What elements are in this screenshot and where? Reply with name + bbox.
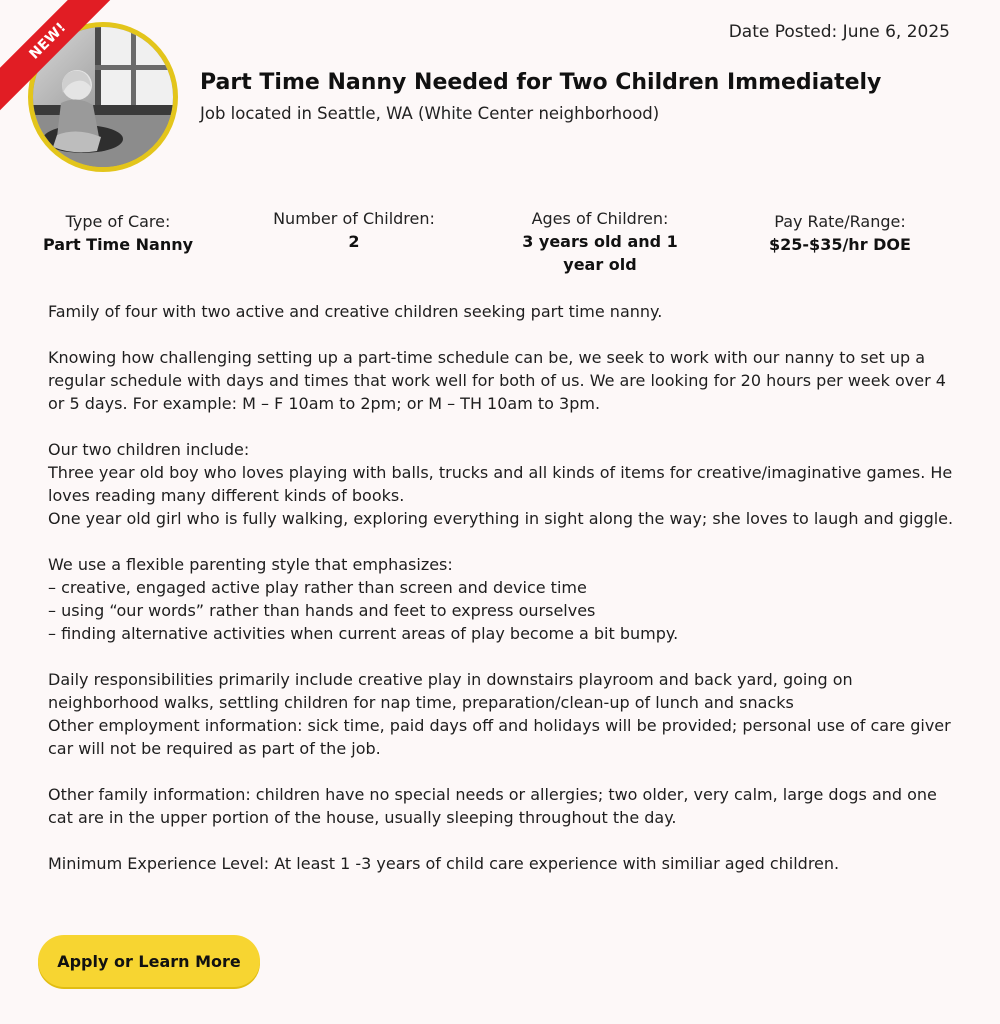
job-description — [48, 300, 958, 898]
description-children — [48, 438, 958, 530]
child-girl: One year old girl who is fully walking, exploring everything in sight along the way; she loves to laugh and giggle. — [48, 509, 954, 528]
description-parenting — [48, 553, 958, 645]
number-of-children-value: 2 — [348, 232, 360, 251]
parenting-item: – using “our words” rather than hands and feet to express ourselves — [48, 601, 596, 620]
description-family-info: Other family information: children have no special needs or allergies; two older, very calm, large dogs and one cat are in the upper portion of the house, usually sleeping throughout the day. — [48, 785, 937, 827]
employment-text: Other employment information: sick time, paid days off and holidays will be provided; personal use of care giver car will not be required as part of the job. — [48, 716, 951, 758]
date-posted: Date Posted: June 6, 2025 — [728, 22, 950, 42]
children-heading: Our two children include: — [48, 440, 250, 459]
pay-rate — [750, 210, 930, 256]
parenting-item: – creative, engaged active play rather than screen and device time — [48, 578, 587, 597]
pay-rate-value: $25-$35/hr DOE — [769, 235, 911, 254]
job-location: Job located in Seattle, WA (White Center neighborhood) — [200, 104, 660, 123]
pay-rate-label: Pay Rate/Range: — [774, 212, 906, 231]
new-badge-container — [0, 0, 130, 130]
description-responsibilities — [48, 668, 958, 760]
number-of-children — [254, 207, 454, 253]
ages-of-children-label: Ages of Children: — [531, 209, 669, 228]
child-boy: Three year old boy who loves playing with balls, trucks and all kinds of items for creative/imaginative games. He loves reading many different kinds of books. — [48, 463, 953, 505]
job-title: Part Time Nanny Needed for Two Children Immediately — [200, 70, 882, 95]
responsibilities-text: Daily responsibilities primarily include creative play in downstairs playroom and back yard, going on neighborhood walks, settling children for nap time, preparation/clean-up of lunch and snacks — [48, 670, 853, 712]
type-of-care — [30, 210, 206, 256]
parenting-item: – finding alternative activities when current areas of play become a bit bumpy. — [48, 624, 679, 643]
description-schedule: Knowing how challenging setting up a part-time schedule can be, we seek to work with our nanny to set up a regular schedule with days and times that work well for both of us. We are looking for 20 hours per week over 4 or 5 days. For example: M – F 10am to 2pm; or M – TH 10am to 3pm. — [48, 348, 946, 413]
type-of-care-label: Type of Care: — [65, 212, 171, 231]
ages-of-children-value: 3 years old and 1 year old — [522, 232, 678, 274]
apply-button[interactable]: Apply or Learn More — [38, 935, 260, 987]
ages-of-children — [500, 207, 700, 276]
description-experience: Minimum Experience Level: At least 1 -3 years of child care experience with similiar aged children. — [48, 854, 840, 873]
parenting-heading: We use a flexible parenting style that emphasizes: — [48, 555, 453, 574]
new-badge: NEW! — [0, 0, 129, 122]
type-of-care-value: Part Time Nanny — [42, 235, 194, 254]
number-of-children-label: Number of Children: — [273, 209, 435, 228]
description-intro: Family of four with two active and creative children seeking part time nanny. — [48, 302, 663, 321]
